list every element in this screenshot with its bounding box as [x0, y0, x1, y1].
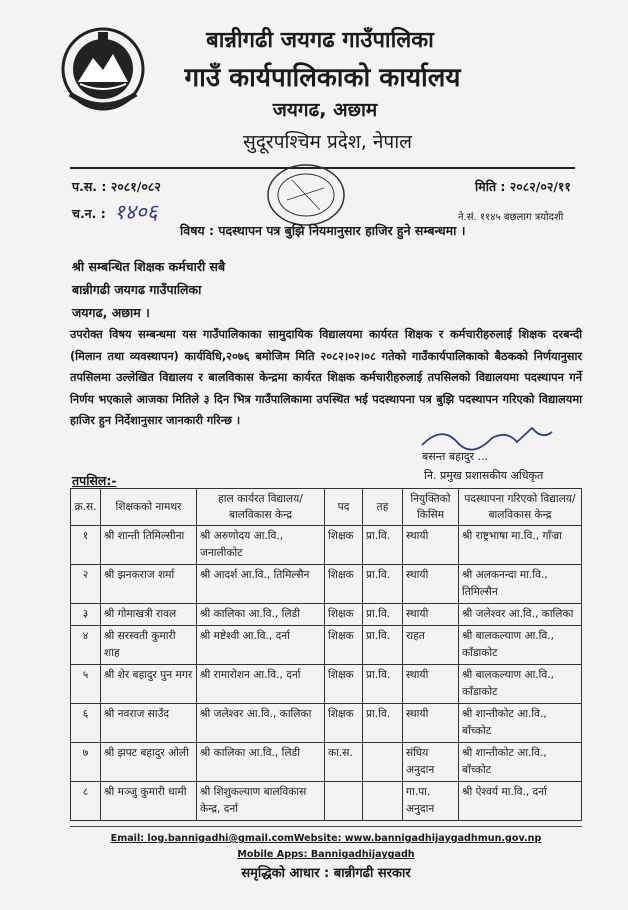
cell-sn: ४: [71, 626, 101, 665]
office-name: गाउँ कार्यपालिकाको कार्यालय: [184, 63, 461, 93]
cell-level: प्रा.वि.: [363, 604, 403, 626]
table-row: [71, 565, 582, 604]
col-current-school: हाल कार्यरत विद्यालय/ बालविकास केन्द्र: [197, 489, 325, 526]
cell-current-school: श्री आदर्श आ.वि., तिमिल्सैन: [197, 565, 325, 604]
cell-new-school: श्री राष्ट्रभाषा मा.वि., गाँज्रा: [459, 526, 582, 565]
cell-post: शिक्षक: [325, 704, 363, 743]
col-post: पद: [325, 489, 363, 526]
cell-level: प्रा.वि.: [363, 565, 403, 604]
dispatch-label: च.न. :: [72, 206, 106, 221]
cell-current-school: श्री शिशुकल्याण बालविकास केन्द्र, दर्ना: [197, 782, 325, 821]
cell-sn: ७: [71, 743, 101, 782]
cell-sn: ३: [71, 604, 101, 626]
cell-level: [363, 743, 403, 782]
table-row: [71, 526, 582, 565]
cell-current-school: श्री अरुणोदय आ.वि., जनालीकोट: [197, 526, 325, 565]
table-row: [71, 704, 582, 743]
cell-sn: २: [71, 565, 101, 604]
cell-post: [325, 782, 363, 821]
cell-current-school: श्री जलेश्वर आ.वि., कालिका: [197, 704, 325, 743]
cell-appointment-type: स्थायी: [403, 565, 459, 604]
table-row: [71, 665, 582, 704]
cell-teacher-name: श्री सरस्वती कुमारी शाह: [101, 626, 197, 665]
cell-sn: ६: [71, 704, 101, 743]
cell-current-school: श्री कालिका आ.वि., लिडी: [197, 604, 325, 626]
col-sn: क्र.स.: [71, 489, 101, 526]
cell-new-school: श्री बालकल्याण आ.वि., काँडाकोट: [459, 665, 582, 704]
cell-new-school: श्री अलकनन्दा मा.वि., तिमिल्सैन: [459, 565, 582, 604]
table-row: [71, 782, 582, 821]
cell-level: प्रा.वि.: [363, 626, 403, 665]
recipient-line-1: श्री सम्बन्धित शिक्षक कर्मचारी सबै: [72, 259, 226, 274]
nepal-sambat-date: ने.सं. ११४५ बछलाग त्रयोदशी: [458, 212, 564, 223]
cell-teacher-name: श्री झपट बहादुर ओली: [101, 743, 197, 782]
letter-body: उपरोक्त विषय सम्बन्धमा यस गाउँपालिकाका सामुदायिक विद्यालयमा कार्यरत शिक्षक र कर्मचारीहरुलाई शिक्षक दरबन्दी (मिलान तथा व्यवस्थापन) कार्यविधि,२०७६ बमोजिम मिति २०८२।०२।०८ गतेको गाउँकार्यपालिकाको बैठकको निर्णयानुसार तपसिलमा उल्लेखित विद्यालय र बालविकास केन्द्रमा कार्यरत शिक्षक कर्मचारीहरुलाई तपसिलको विद्यालयमा पदस्थापन गर्ने निर्णय भएकाले आजका मितिले ३ दिन भित्र गाउँपालिकामा उपस्थित भई पदस्थापना पत्र बुझि पदस्थापन गरिएको विद्यालयमा हाजिर हुन निर्देशानुसार जानकारी गरिन्छ ।: [70, 328, 582, 427]
office-stamp-icon: [262, 160, 350, 230]
cell-teacher-name: श्री झनकराज शर्मा: [101, 565, 197, 604]
footer-divider: [70, 826, 582, 827]
cell-post: शिक्षक: [325, 626, 363, 665]
cell-level: प्रा.वि.: [363, 704, 403, 743]
signatory-title: नि. प्रमुख प्रशासकीय अधिकृत: [424, 469, 544, 482]
cell-new-school: श्री जलेश्वर आ.वि., कालिका: [459, 604, 582, 626]
col-level: तह: [363, 489, 403, 526]
table-row: [71, 604, 582, 626]
cell-appointment-type: स्थायी: [403, 604, 459, 626]
col-appointment-type: नियुक्तिको किसिम: [403, 489, 459, 526]
cell-teacher-name: श्री मञ्जु कुमारी धामी: [101, 782, 197, 821]
cell-post: का.स.: [325, 743, 363, 782]
cell-new-school: श्री शान्तीकोट आ.वि., बाँच्कोट: [459, 743, 582, 782]
nepal-emblem-icon: [58, 24, 148, 114]
cell-teacher-name: श्री गोमाखत्री रावल: [101, 604, 197, 626]
signatory-name: बसन्त बहादुर ...: [422, 450, 489, 463]
cell-appointment-type: गा.पा. अनुदान: [403, 782, 459, 821]
letter-date: मिति : २०८२/०२/११: [475, 179, 571, 194]
cell-current-school: श्री रामारोशन आ.वि., दर्ना: [197, 665, 325, 704]
footer-mobile-apps[interactable]: Mobile Apps: Bannigadhijaygadh: [237, 849, 415, 860]
cell-appointment-type: स्थायी: [403, 665, 459, 704]
cell-new-school: श्री शान्तीकोट आ.वि., बाँच्कोट: [459, 704, 582, 743]
province-name: सुदूरपश्चिम प्रदेश, नेपाल: [243, 131, 412, 153]
cell-sn: ५: [71, 665, 101, 704]
letter-subject: विषय : पदस्थापन पत्र बुझि नियमानुसार हाजिर हुने सम्बन्धमा ।: [180, 223, 466, 238]
cell-teacher-name: श्री शेर बहादुर पुन मगर: [101, 665, 197, 704]
col-new-school: पदस्थापना गरिएको विद्यालय/ बालविकास केन्द्र: [459, 489, 582, 526]
col-teacher-name: शिक्षकको नामथर: [101, 489, 197, 526]
recipient-line-2: बान्नीगढी जयगढ गाउँपालिका: [72, 282, 202, 297]
footer-slogan: समृद्धिको आधार : बान्नीगढी सरकार: [241, 866, 411, 881]
recipient-line-3: जयगढ, अछाम ।: [72, 305, 150, 320]
cell-appointment-type: स्थायी: [403, 704, 459, 743]
cell-sn: ८: [71, 782, 101, 821]
cell-appointment-type: स्थायी: [403, 526, 459, 565]
cell-post: शिक्षक: [325, 565, 363, 604]
cell-sn: १: [71, 526, 101, 565]
cell-post: शिक्षक: [325, 665, 363, 704]
table-row: [71, 626, 582, 665]
office-location: जयगढ, अछाम: [272, 99, 378, 121]
cell-level: प्रा.वि.: [363, 526, 403, 565]
cell-current-school: श्री मष्टेश्वी आ.वि., दर्ना: [197, 626, 325, 665]
municipality-name: बान्नीगढी जयगढ गाउँपालिका: [206, 28, 434, 53]
cell-post: शिक्षक: [325, 604, 363, 626]
cell-appointment-type: राहत: [403, 626, 459, 665]
letter-ps-number: प.स. : २०८१/०८२: [72, 179, 161, 194]
cell-current-school: श्री कालिका आ.वि., लिडी: [197, 743, 325, 782]
footer-email-website[interactable]: Email: log.bannigadhi@gmail.comWebsite: www.bannigadhijaygadhmun.gov.np: [110, 833, 542, 844]
cell-appointment-type: संघिय अनुदान: [403, 743, 459, 782]
cell-new-school: श्री ऐश्वर्य मा.वि., दर्ना: [459, 782, 582, 821]
cell-post: शिक्षक: [325, 526, 363, 565]
tapasil-heading: तपसिल:-: [72, 473, 117, 488]
cell-level: प्रा.वि.: [363, 665, 403, 704]
transfer-table: [70, 488, 582, 821]
table-header-row: [71, 489, 582, 526]
cell-teacher-name: श्री नवराज साउँद: [101, 704, 197, 743]
table-row: [71, 743, 582, 782]
cell-level: [363, 782, 403, 821]
cell-new-school: श्री बालकल्याण आ.वि., काँडाकोट: [459, 626, 582, 665]
cell-teacher-name: श्री शान्ती तिमिल्सीना: [101, 526, 197, 565]
dispatch-number: १४०६: [114, 200, 158, 224]
